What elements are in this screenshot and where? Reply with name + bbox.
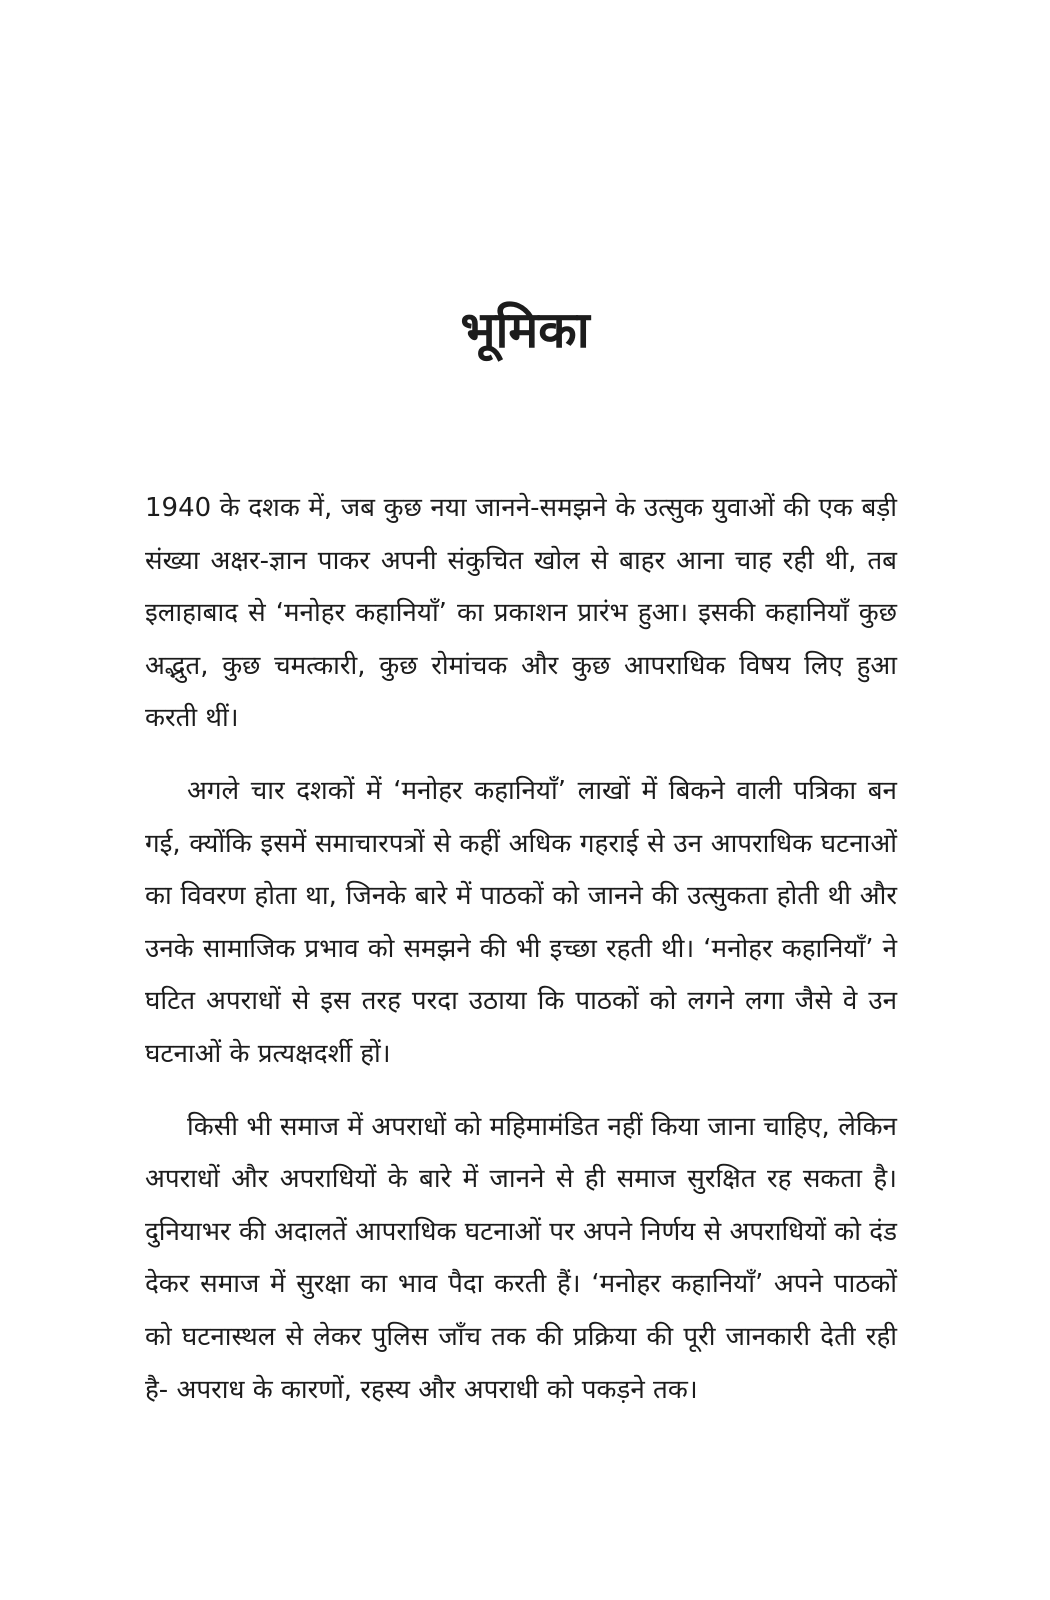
page-title: भूमिका: [460, 301, 590, 359]
paragraph-2: अगले चार दशकों में ‘मनोहर कहानियाँ’ लाखों में बिकने वाली पत्रिका बन गई, क्योंकि इसमें समाचारपत्रों से कहीं अधिक गहराई से उन आपराधिक घटनाओं का विवरण होता था, जिनके बारे में पाठकों को जानने की उत्सुकता होती थी और उनके सामाजिक प्रभाव को समझने की भी इच्छा रहती थी। ‘मनोहर कहानियाँ’ ने घटित अपराधों से इस तरह परदा उठाया कि पाठकों को लगने लगा जैसे वे उन घटनाओं के प्रत्यक्षदर्शी हों।: [145, 775, 897, 1069]
paragraph-3: किसी भी समाज में अपराधों को महिमामंडित नहीं किया जाना चाहिए, लेकिन अपराधों और अपराधियों के बारे में जानने से ही समाज सुरक्षित रह सकता है। दुनियाभर की अदालतें आपराधिक घटनाओं पर अपने निर्णय से अपराधियों को दंड देकर समाज में सुरक्षा का भाव पैदा करती हैं। ‘मनोहर कहानियाँ’ अपने पाठकों को घटनास्थल से लेकर पुलिस जाँच तक की प्रक्रिया की पूरी जानकारी देती रही है- अपराध के कारणों, रहस्य और अपराधी को पकड़ने तक।: [145, 1111, 897, 1405]
body-text: [145, 482, 897, 1436]
paragraph-1: 1940 के दशक में, जब कुछ नया जानने-समझने के उत्सुक युवाओं की एक बड़ी संख्या अक्षर-ज्ञान पाकर अपनी संकुचित खोल से बाहर आना चाह रही थी, तब इलाहाबाद से ‘मनोहर कहानियाँ’ का प्रकाशन प्रारंभ हुआ। इसकी कहानियाँ कुछ अद्भुत, कुछ चमत्कारी, कुछ रोमांचक और कुछ आपराधिक विषय लिए हुआ करती थीं।: [145, 493, 897, 734]
